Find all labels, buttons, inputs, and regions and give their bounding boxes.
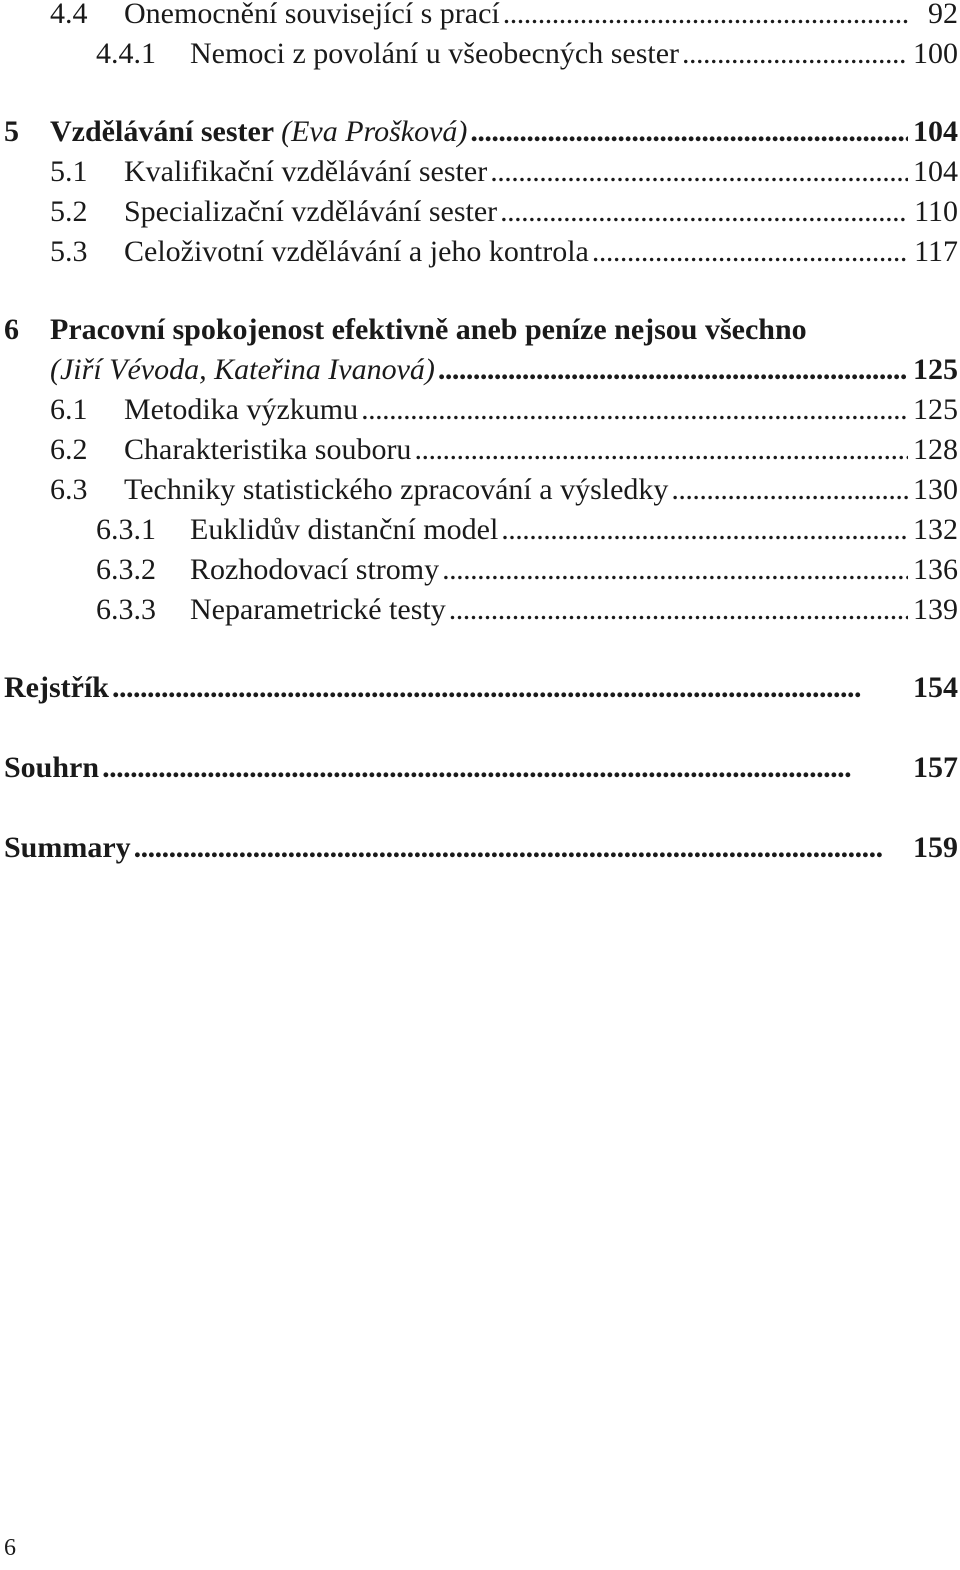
dot-leader [411,430,908,470]
toc-entry [0,390,958,430]
dot-leader [131,828,908,868]
page-ref: 130 [913,473,958,506]
section-number: 4.4 [50,0,88,30]
toc-summary-en-entry [0,828,958,868]
dot-leader [439,550,908,590]
chapter-number: 5 [4,115,19,148]
page-ref: 125 [913,393,958,426]
dot-leader [435,350,908,390]
dot-leader [500,0,908,34]
dot-leader [99,748,908,788]
page-ref: 128 [913,433,958,466]
dot-leader [487,152,908,192]
dot-leader [589,232,908,272]
section-title: Summary [4,831,131,864]
section-number: 5.1 [50,155,88,188]
page-ref: 136 [913,553,958,586]
section-title: Euklidův distanční model [190,513,499,546]
page-ref: 110 [914,195,958,228]
page-ref: 139 [913,593,958,626]
dot-leader [679,34,908,74]
section-title: Onemocnění související s prací [124,0,500,30]
dot-leader [467,112,908,152]
toc-chapter [0,112,958,152]
page-ref: 104 [913,115,958,148]
toc-chapter-continuation [0,350,958,390]
section-title: Neparametrické testy [190,593,446,626]
toc-entry [0,510,958,550]
dot-leader [497,192,908,232]
dot-leader [446,590,908,630]
toc-entry [0,550,958,590]
dot-leader [668,470,908,510]
page-ref: 92 [928,0,958,30]
chapter-authors: (Jiří Vévoda, Kateřina Ivanová) [50,353,435,386]
page-ref: 117 [914,235,958,268]
toc-entry [0,430,958,470]
page-ref: 100 [913,37,958,70]
dot-leader [109,668,908,708]
toc-entry [0,470,958,510]
page-ref: 132 [913,513,958,546]
section-number: 5.3 [50,235,88,268]
section-number: 6.3.1 [96,513,156,546]
toc-entry [0,152,958,192]
section-title: Souhrn [4,751,100,784]
toc-entry [0,0,958,34]
toc-chapter-heading [0,310,958,350]
page-ref: 157 [913,751,958,784]
page-number: 6 [4,1535,16,1561]
section-title: Rejstřík [4,671,109,704]
toc-entry [0,34,958,74]
section-title: Kvalifikační vzdělávání sester [124,155,488,188]
section-title: Specializační vzdělávání sester [124,195,498,228]
section-title: Rozhodovací stromy [190,553,440,586]
section-number: 6.3 [50,473,88,506]
section-number: 6.3.3 [96,593,156,626]
page-ref: 104 [913,155,958,188]
page-ref: 159 [913,831,958,864]
chapter-authors: (Eva Prošková) [281,115,468,148]
section-title: Nemoci z povolání u všeobecných sester [190,37,680,70]
page-ref: 154 [913,671,958,704]
section-title: Techniky statistického zpracování a výsledky [124,473,669,506]
chapter-number: 6 [4,313,19,346]
chapter-title-wrap [50,112,467,152]
section-number: 6.3.2 [96,553,156,586]
section-number: 5.2 [50,195,88,228]
toc-entry [0,590,958,630]
section-number: 6.2 [50,433,88,466]
dot-leader [358,390,908,430]
toc-summary-entry [0,748,958,788]
section-number: 4.4.1 [96,37,156,70]
page-ref: 125 [913,353,958,386]
section-title: Celoživotní vzdělávání a jeho kontrola [124,235,589,268]
toc-index-entry [0,668,958,708]
dot-leader [498,510,908,550]
chapter-title: Vzdělávání sester [50,115,282,148]
section-number: 6.1 [50,393,88,426]
section-title: Metodika výzkumu [124,393,359,426]
toc-entry [0,192,958,232]
section-title: Charakteristika souboru [124,433,412,466]
toc-entry [0,232,958,272]
chapter-title: Pracovní spokojenost efektivně aneb peníze nejsou všechno [50,313,807,346]
